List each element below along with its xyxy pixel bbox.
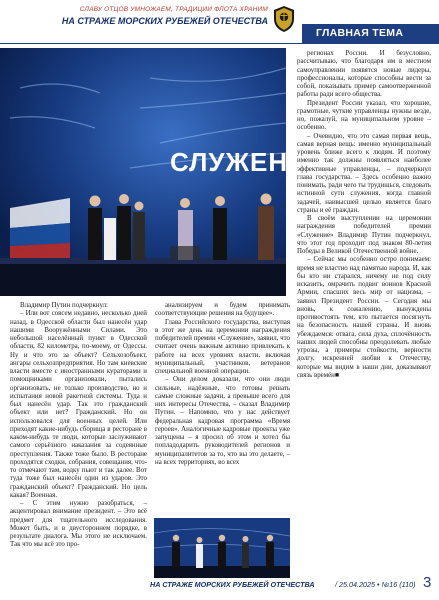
article-paragraph: регионах России. И безусловно, рассчитываю, что благодаря им в местном самоуправлении появятся новые лидеры, профессионалы, которые способны вести за собой, показывать пример самоотверженной работы ради всего общества. (297, 50, 431, 99)
article-paragraph: анализируем и будем принимать соответствующие решения на будущее». (155, 302, 290, 318)
article-paragraph: Владимир Путин подчеркнул: (20, 302, 108, 309)
article-paragraph: – Очевидно, что это самая первая вещь, самая верная вещь: именно муниципальный уровень ближе всего к людям. И поэтому именно так должны появляться наиболее эффективные управленцы, – подчеркнул глава государства. – Здесь особенно важно понимать, ради чего ты трудишься, следовать истинной сути служения, когда главной задачей, наивысшей целью является благо страны и её граждан. (297, 132, 431, 214)
article-paragraph: Президент России указал, что хорошие, грамотные, чуткие управленцы нужны везде, но, пожалуй, на муниципальном уровне – особенно. (297, 99, 431, 132)
article-column-3 (297, 50, 431, 562)
article-column-2 (155, 302, 290, 514)
footer-issue: / 25.04.2025 • №16 (110) (335, 580, 416, 589)
article-paragraph: – Или вот совсем недавно, несколько дней назад, в Одесской области был нанесён удар нашими Вооружёнными Силами. Это небольшой населённый пункт в Одесской области, 82 километра, по-моему, от Одессы. Ну и что это за объект? Сельхозобъект, ангары сельхозпредприятия. Но там киевские власти вместе с иностранными кураторами и помощниками организовали, пытались организовать, не только производство, но и испытания новой ракетной системы. Туда и был нанесён удар. Так это гражданский объект или нет? Гражданский. Но он использовался для военных целей. Или приходят какие-нибудь сборища в ресторане в каком-нибудь те люди, которые заслуживают самого серьёзного наказания за содеянные преступления. Также тоже было. В ресторане проходятся сходки, собрания, совещания, что-то отмечают там, водку пьют и так далее. Вот туда тоже был нанесён один из ударов. Это гражданский объект? Гражданский. Но цель какая? Военная. (10, 310, 147, 499)
navy-emblem-icon (272, 5, 296, 33)
banner-text: СЛУЖЕНИЕ (170, 147, 327, 177)
award-photo (154, 518, 290, 578)
article-paragraph: – С этим нужно разобраться, – акцентировал внимание президент. – Это всё предмет для тщательного исследования. Может быть, и в двустороннем порядке, в результате диалога. Мы этого не исключаем. Так что мы всё это про- (10, 500, 147, 549)
page-footer (150, 574, 439, 592)
page-header (0, 0, 439, 46)
article-paragraph: – Они делом доказали, что они люди сильные, надёжные, что готовы решать самые сложные задачи, а превыше всего для них интересы Отечества, – сказал Владимир Путин. – Напомню, что у нас действует федеральная кадровая программа «Время героев». Аналогичные кадровые проекты уже запущены – я просил об этом и хотел бы попладодарить руководителей регионов и муниципалитетов за то, что вы это делаете, – на всех территориях, во всех (155, 376, 290, 466)
article-column-1 (10, 302, 147, 564)
page-number: 3 (423, 574, 432, 591)
ceremony-photo (0, 48, 327, 296)
article-paragraph: – Сейчас мы особенно остро понимаем: время не властно над памятью народа. И, как бы кто ни старался, ничему не под силу исказить, омрачить подвиг воинов Красной Армии, спасших весь мир от нацизма, – заявил Президент России. – Сегодня мы вновь, к сожалению, вынуждены противостоять тем, кто пытается посягнуть на безопасность нашей страны. И вновь убеждаемся: отвага, сила духа, сплочённость наших людей способны преодолевать любые угрозы, а примеры стойкости, верности долгу, искренней любви к Отечеству, которые мы видим в наши дни, доказывают связь времён■ (297, 256, 431, 379)
masthead-slogan: СЛАВУ ОТЦОВ УМНОЖАЕМ, ТРАДИЦИИ ФЛОТА ХРАНИМ (79, 6, 268, 13)
section-title: ГЛАВНАЯ ТЕМА (316, 27, 404, 39)
header-rule (0, 43, 302, 44)
article-paragraph: Глава Российского государства, выступая в этот же день на церемонии награждения победителей премии «Служение», заявил, что считает очень важным активно привлекать к работе на всех уровнях власти, включая муниципальный, участников, ветеранов специальной военной операции. (155, 318, 290, 375)
section-tab (302, 24, 439, 44)
masthead-paper-name: НА СТРАЖЕ МОРСКИХ РУБЕЖЕЙ ОТЕЧЕСТВА (61, 16, 268, 26)
footer-paper-name: НА СТРАЖЕ МОРСКИХ РУБЕЖЕЙ ОТЕЧЕСТВА (150, 580, 315, 589)
article-paragraph: В своём выступлении на церемонии награждения победителей премии «Служение» Владимир Путин подчеркнул, что этот год проходит под знаком 80-летия Победы в Великой Отечественной войне. (297, 215, 431, 255)
